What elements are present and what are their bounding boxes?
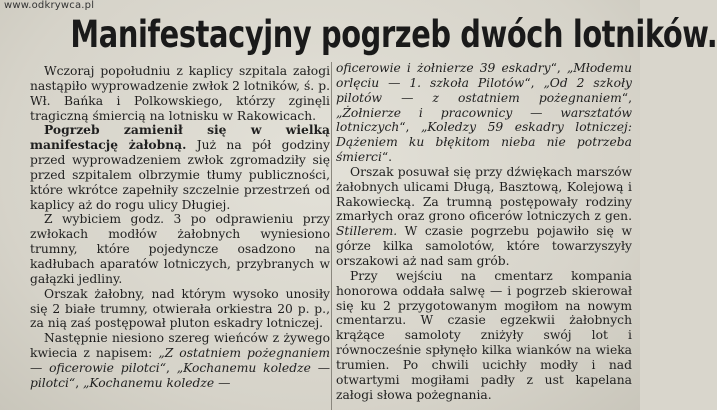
article-column-left <box>30 64 330 410</box>
wreath-inscription: oficerowie i żołnierze 39 eskadry <box>336 61 551 75</box>
wreath-inscription: „Kochanemu koledze — pilotci“ <box>30 360 330 390</box>
paragraph <box>336 61 632 165</box>
wreath-inscription: „Kochanemu koledze — <box>83 375 231 390</box>
bold-lead: Pogrzeb zamienił się w wielką manifestację żałobną. <box>30 122 330 153</box>
punctuation: “, <box>550 61 567 75</box>
wreath-inscription: „Koledzy 59 eskadry lotniczej: Dążeniem ku błękitom nieba nie potrzeba śmierci <box>336 120 632 165</box>
paragraph: Orszak żałobny, nad którym wysoko unosiły się 2 białe trumny, otwierała orkiestra 20 p. p., za nią zaś postępował pluton eskadry lotniczej. <box>30 286 330 331</box>
general-name: Stillerem. <box>336 224 398 239</box>
paragraph <box>30 331 330 390</box>
paragraph-text: W czasie pogrzebu pojawiło się w górze kilka samolotów, które towarzyszyły orszakowi aż nad sam grób. <box>336 224 632 268</box>
wreath-inscription: „Młodemu orlęciu — 1. szkoła Pilotów <box>336 61 632 90</box>
punctuation: “. <box>381 150 393 165</box>
paragraph: Przy wejściu na cmentarz kompania honorowa oddała salwę — i pogrzeb skierował się ku 2 przygotowanym mogiłom na nowym cmentarzu. W czasie egzekwii żałobnych krążące samoloty zniżyły swój lot i równocześnie spłynęło kilka wianków na wieka trumien. Po chwili ucichły modły i nad otwartymi mogiłami padły z ust kapelana załogi słowa pożegnania. <box>336 268 632 402</box>
punctuation: , <box>75 375 84 390</box>
paragraph: Wczoraj popołudniu z kaplicy szpitala załogi nastąpiło wyprowadzenie zwłok 2 lotników, ś. p. Wł. Bańka i Polkowskiego, którzy zginęli tragiczną śmiercią na lotnisku w Rakowicach. <box>30 64 330 123</box>
article-headline: Manifestacyjny pogrzeb dwóch lotników. <box>70 13 717 56</box>
wreath-inscription: „Od 2 szkoły pilotów — z ostatniem pożegnaniem <box>336 75 632 105</box>
punctuation: “, <box>399 120 421 135</box>
paragraph <box>336 165 632 269</box>
punctuation: “, <box>621 90 632 105</box>
wreath-inscription: „Żołnierze i pracownicy — warsztatów lotniczych <box>336 105 632 135</box>
punctuation: “, <box>524 75 544 90</box>
paragraph-text: Już na pół godziny przed wyprowadzeniem zwłok zgromadziły się przed szpitalem olbrzymie tłumy publiczności, które wkrótce zapełniły szczelnie przestrzeń od kaplicy aż do rogu ulicy Długiej. <box>30 138 330 212</box>
punctuation: , <box>165 360 177 375</box>
paragraph <box>30 123 330 212</box>
paragraph-text: Orszak posuwał się przy dźwiękach marszów żałobnych ulicami Długą, Basztową, Kolejową i Rakowiecką. Za trumną postępowały rodziny zmarłych oraz grono oficerów lotniczych z gen. <box>336 164 632 224</box>
wreath-inscription: „Z ostatniem pożegnaniem — oficerowie pilotci“ <box>30 346 330 375</box>
article-column-right <box>336 61 632 410</box>
watermark-url: www.odkrywca.pl <box>4 0 95 11</box>
column-divider <box>331 62 332 410</box>
paragraph-text: Następnie niesiono szereg wieńców z żywego kwiecia z napisem: <box>30 331 330 361</box>
paragraph: Z wybiciem godz. 3 po odprawieniu przy zwłokach modłów żałobnych wyniesiono trumny, które pojedyncze osadzono na kadłubach aparatów lotniczych, przybranych w gałązki jedliny. <box>30 212 330 286</box>
